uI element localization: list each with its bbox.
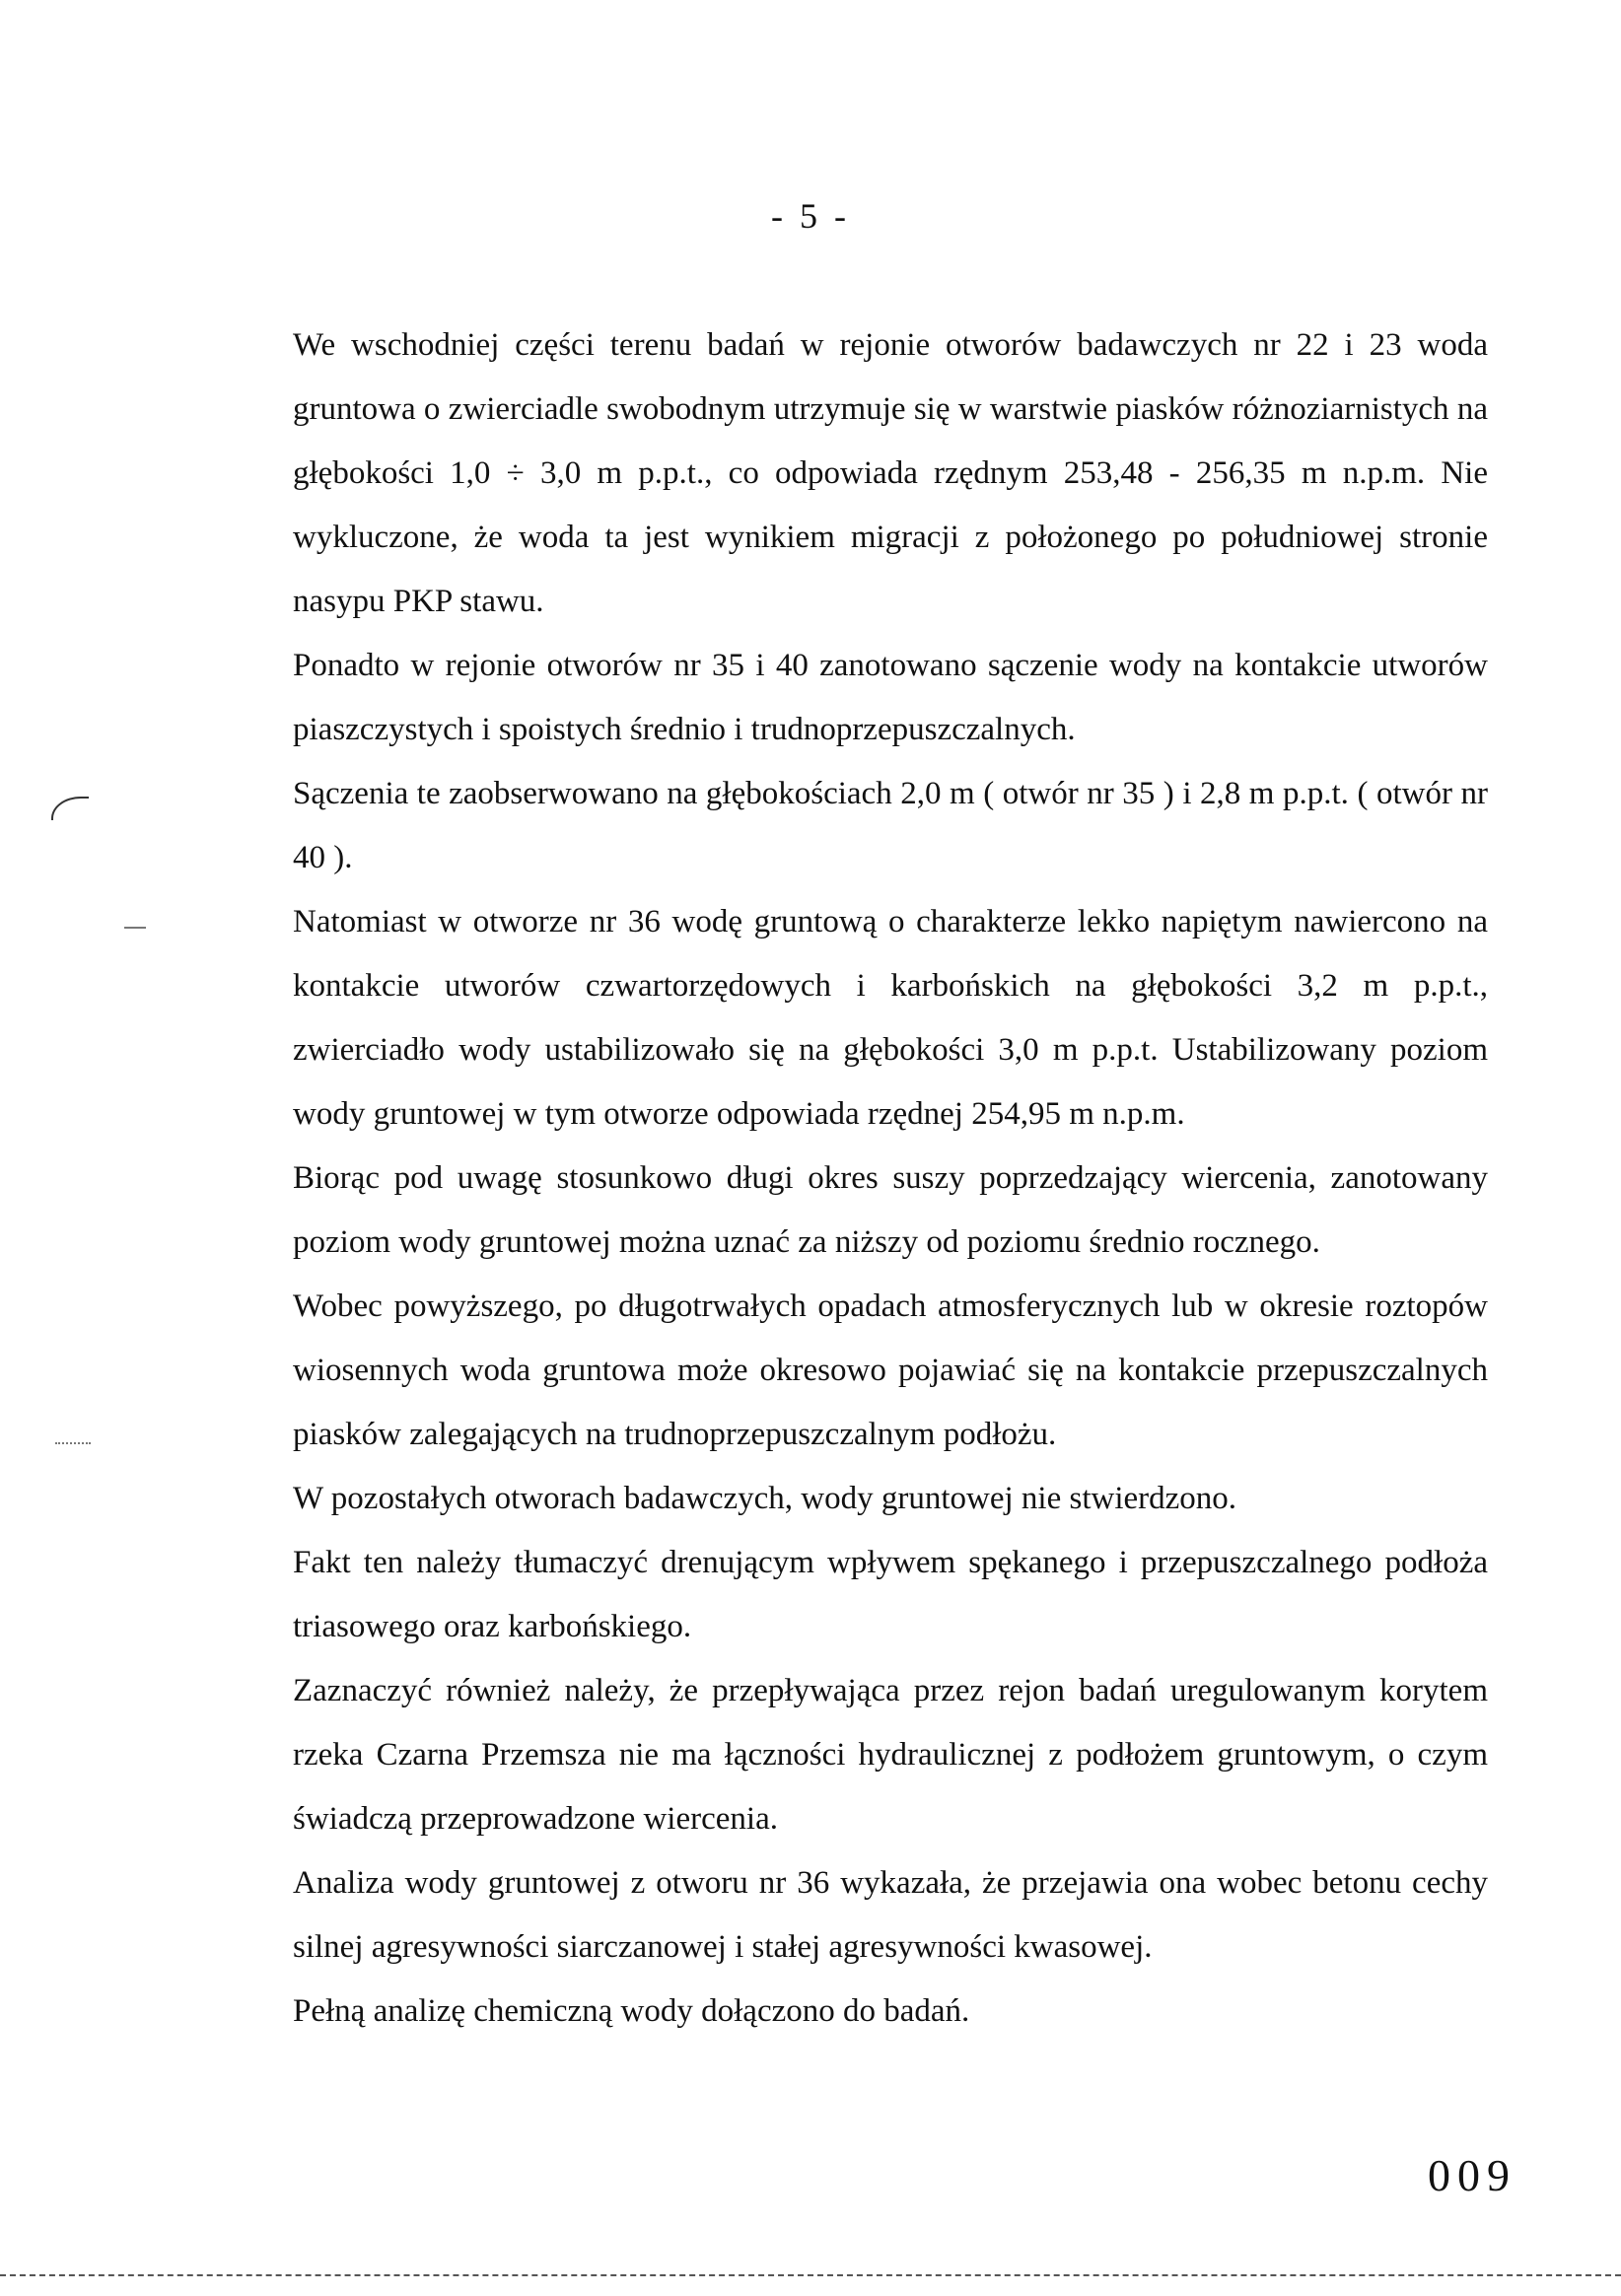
margin-dash [124, 927, 146, 929]
paragraph-drainage: Fakt ten należy tłumaczyć drenującym wpływem spękanego i przepuszczalnego podłoża triasowego oraz karbońskiego. [293, 1545, 1488, 1644]
paragraph-river: Zaznaczyć również należy, że przepływająca przez rejon badań uregulowanym korytem rzeka Czarna Przemsza nie ma łączności hydraulicznej z podłożem gruntowym, o czym świadczą przeprowadzone wiercenia. [293, 1673, 1488, 1837]
page-number: - 5 - [771, 196, 850, 236]
margin-mark [51, 797, 89, 820]
paragraph-drought-note: Biorąc pod uwagę stosunkowo długi okres suszy poprzedzający wiercenia, zanotowany poziom wody gruntowej można uznać za niższy od poziomu średnio rocznego. [293, 1160, 1488, 1260]
document-body [293, 313, 1488, 2044]
paragraph-seepage-depths: Sączenia te zaobserwowano na głębokościach 2,0 m ( otwór nr 35 ) i 2,8 m p.p.t. ( otwór nr 40 ). [293, 776, 1488, 875]
paragraph-attachment: Pełną analizę chemiczną wody dołączono do badań. [293, 1993, 970, 2029]
paragraph-borehole-36: Natomiast w otworze nr 36 wodę gruntową o charakterze lekko napiętym nawiercono na kontakcie utworów czwartorzędowych i karbońskich na głębokości 3,2 m p.p.t., zwierciadło wody ustabilizowało się na głębokości 3,0 m p.p.t. Ustabilizowany poziom wody gruntowej w tym otworze odpowiada rzędnej 254,95 m n.p.m. [293, 904, 1488, 1132]
paragraph-no-water: W pozostałych otworach badawczych, wody gruntowej nie stwierdzono. [293, 1481, 1237, 1516]
document-number: 009 [1428, 2150, 1516, 2200]
paragraph-seepage-35-40: Ponadto w rejonie otworów nr 35 i 40 zanotowano sączenie wody na kontakcie utworów piaszczystych i spoistych średnio i trudnoprzepuszczalnych. [293, 648, 1488, 747]
scan-edge-line [0, 2274, 1621, 2276]
paragraph-groundwater-east: We wschodniej części terenu badań w rejonie otworów badawczych nr 22 i 23 woda gruntowa o zwierciadle swobodnym utrzymuje się w warstwie piasków różnoziarnistych na głębokości 1,0 ÷ 3,0 m p.p.t., co odpowiada rzędnym 253,48 - 256,35 m n.p.m. Nie wykluczone, że woda ta jest wynikiem migracji z położonego po południowej stronie nasypu PKP stawu. [293, 327, 1488, 619]
margin-dots [55, 1442, 91, 1444]
paragraph-seasonal-water: Wobec powyższego, po długotrwałych opadach atmosferycznych lub w okresie roztopów wiosennych woda gruntowa może okresowo pojawiać się na kontakcie przepuszczalnych piasków zalegających na trudnoprzepuszczalnym podłożu. [293, 1288, 1488, 1452]
paragraph-water-analysis: Analiza wody gruntowej z otworu nr 36 wykazała, że przejawia ona wobec betonu cechy silnej agresywności siarczanowej i stałej agresywności kwasowej. [293, 1865, 1488, 1965]
